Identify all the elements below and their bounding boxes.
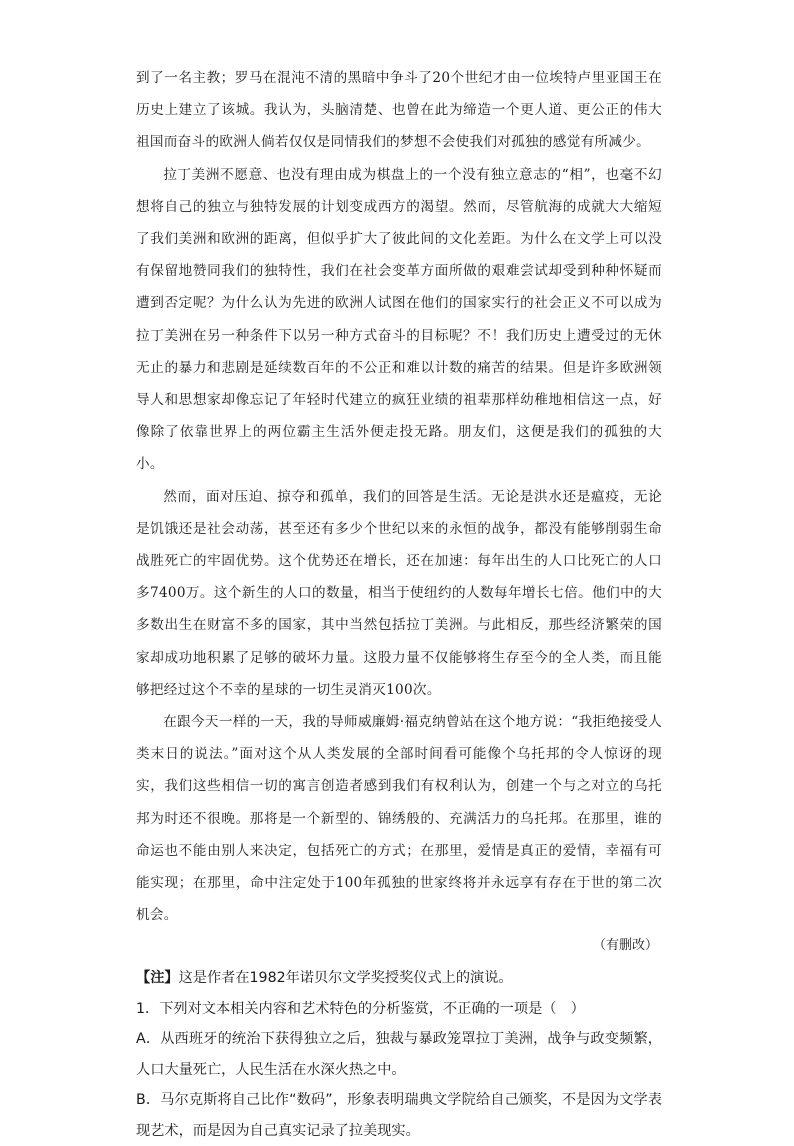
annotation-text: 这是作者在1982年诺贝尔文学奖授奖仪式上的演说。 bbox=[178, 970, 513, 987]
annotation-note bbox=[136, 963, 662, 994]
article-paragraph-3: 然而，面对压迫、掠夺和孤单，我们的回答是生活。无论是洪水还是瘟疫，无论是饥饿还是社会动荡，甚至还有多少个世纪以来的永恒的战争，都没有能够削弱生命战胜死亡的牢固优势。这个优势还在增长，还在加速：每年出生的人口比死亡的人口多7400万。这个新生的人口的数量，相当于使纽约的人数每年增长七倍。他们中的大多数出生在财富不多的国家，其中当然包括拉丁美洲。与此相反，那些经济繁荣的国家却成功地积累了足够的破坏力量。这股力量不仅能够将生存至今的全人类，而且能够把经过这个不幸的星球的一切生灵消灭100次。 bbox=[136, 488, 662, 698]
document-page bbox=[136, 62, 662, 1146]
annotation-mark: 【注】 bbox=[136, 970, 179, 987]
article-paragraph-1: 到了一名主教；罗马在混沌不清的黑暗中争斗了20个世纪才由一位埃特卢里亚国王在历史上建立了该城。我认为，头脑清楚、也曾在此为缔造一个更人道、更公正的伟大祖国而奋斗的欧洲人倘若仅仅是同情我们的梦想不会使我们对孤独的感觉有所减少。 bbox=[136, 70, 662, 151]
question-option-b: B．马尔克斯将自己比作“数码”，形象表明瑞典文学院给自己颁奖，不是因为文学表现艺术，而是因为自己真实记录了拉美现实。 bbox=[136, 1092, 662, 1139]
article-paragraph-4: 在跟今天一样的一天，我的导师威廉姆·福克纳曾站在这个地方说：“我拒绝接受人类末日的说法。”面对这个从人类发展的全部时间看可能像个乌托邦的令人惊讶的现实，我们这些相信一切的寓言创造者感到我们有权利认为，创建一个与之对立的乌托邦为时还不很晚。那将是一个新型的、锦绣般的、充满活力的乌托邦。在那里，谁的命运也不能由别人来决定，包括死亡的方式；在那里，爱情是真正的爱情，幸福有可能实现；在那里，命中注定处于100年孤独的世家终将并永远享有存在于世的第二次机会。 bbox=[136, 714, 662, 924]
question-stem: 1．下列对文本相关内容和艺术特色的分析鉴赏，不正确的一项是（ ） bbox=[136, 1000, 585, 1017]
question-option-a: A．从西班牙的统治下获得独立之后，独裁与暴政笼罩拉丁美洲，战争与政变频繁，人口大量死亡，人民生活在水深火热之中。 bbox=[136, 1031, 662, 1078]
article-paragraph-2: 拉丁美洲不愿意、也没有理由成为棋盘上的一个没有独立意志的“相”，也毫不幻想将自己的独立与独特发展的计划变成西方的渴望。然而，尽管航海的成就大大缩短了我们美洲和欧洲的距离，但似乎扩大了彼此间的文化差距。为什么在文学上可以没有保留地赞同我们的独特性，我们在社会变革方面所做的艰难尝试却受到种种怀疑而遭到否定呢？为什么认为先进的欧洲人试图在他们的国家实行的社会正义不可以成为拉丁美洲在另一种条件下以另一种方式奋斗的目标呢？不！我们历史上遭受过的无休无止的暴力和悲剧是延续数百年的不公正和难以计数的痛苦的结果。但是许多欧洲领导人和思想家却像忘记了年轻时代建立的疯狂业绩的祖辈那样幼稚地相信这一点，好像除了依靠世界上的两位霸主生活外便走投无路。朋友们，这便是我们的孤独的大小。 bbox=[136, 166, 662, 473]
source-note: （有删改） bbox=[592, 938, 658, 954]
